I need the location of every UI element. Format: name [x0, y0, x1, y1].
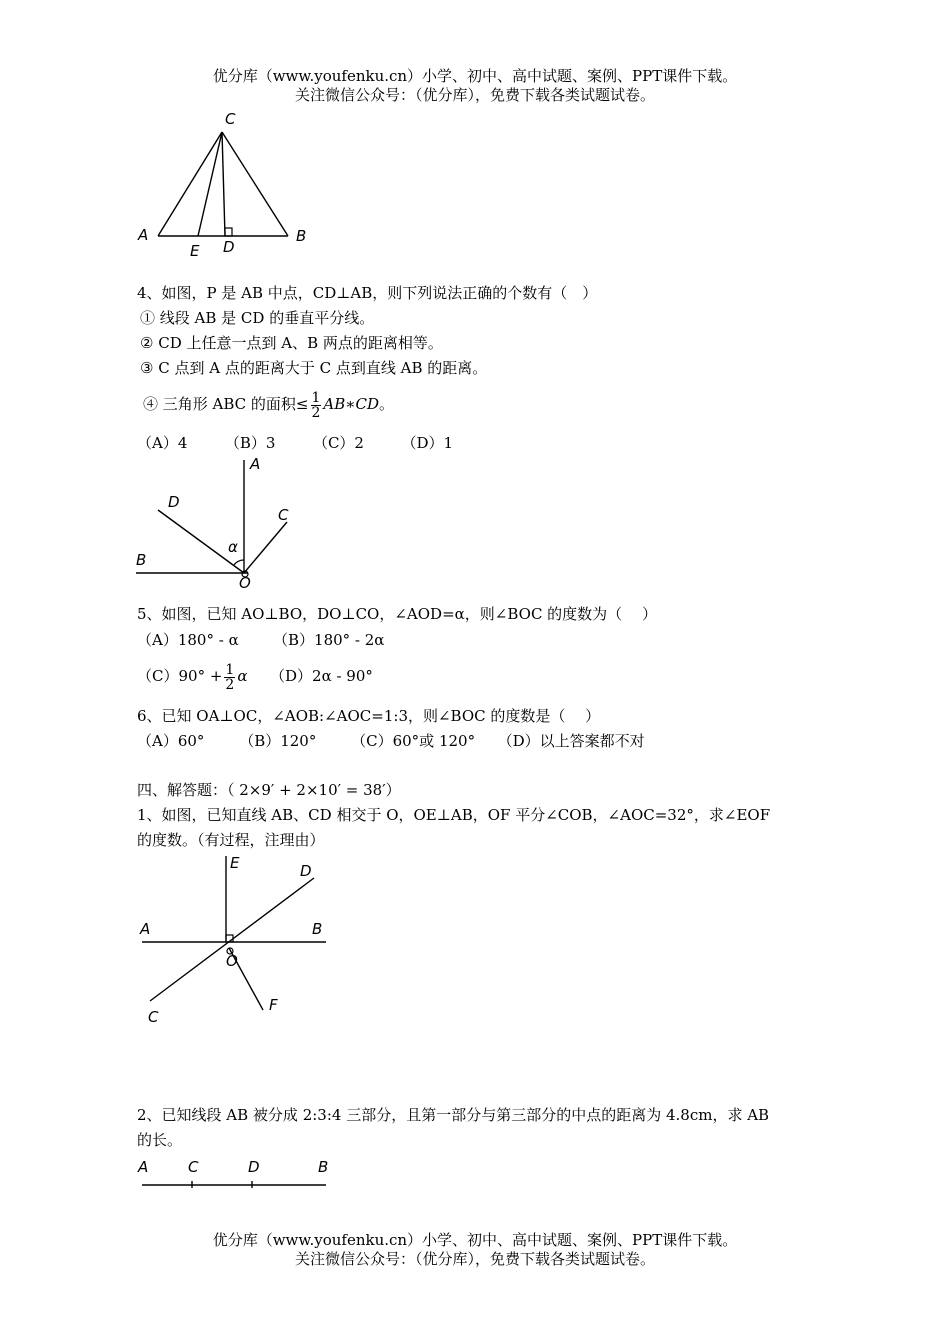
- q5-stem: 5、如图，已知 AO⊥BO，DO⊥CO，∠AOD=α，则∠BOC 的度数为（ ）: [137, 605, 657, 623]
- q4-s4-prefix: ④ 三角形 ABC 的面积: [143, 395, 296, 413]
- q5-optc-num: 1: [225, 661, 235, 678]
- q6-stem: 6、已知 OA⊥OC，∠AOB:∠AOC=1:3，则∠BOC 的度数是（ ）: [137, 707, 601, 725]
- problem-1-line2: 的度数。（有过程，注理由）: [137, 831, 325, 849]
- side-bc: [222, 132, 288, 236]
- label-e: E: [230, 854, 240, 872]
- label-b: B: [136, 551, 147, 569]
- label-a: A: [140, 920, 151, 938]
- q5-option-c: [137, 657, 247, 695]
- ray-oc: [244, 522, 287, 573]
- section-4-title: 四、解答题：（ 2×9′ + 2×10′ = 38′）: [137, 781, 401, 799]
- label-a: A: [250, 455, 261, 473]
- q5-option-a: （A）180° - α: [137, 631, 239, 649]
- problem-2-line1: 2、已知线段 AB 被分成 2:3:4 三部分，且第一部分与第三部分的中点的距离为 4.8cm，求 AB: [137, 1106, 770, 1124]
- q6-options: （A）60° （B）120° （C）60°或 120° （D）以上答案都不对: [137, 732, 645, 750]
- label-e: E: [190, 242, 200, 260]
- q4-stem: 4、如图，P 是 AB 中点，CD⊥AB，则下列说法正确的个数有（ ）: [137, 284, 598, 302]
- intersecting-lines-figure: [130, 848, 330, 1028]
- q4-statement-4: [143, 385, 394, 423]
- segment-ce: [198, 132, 222, 236]
- segment-cd: [222, 132, 225, 236]
- problem-2-line2: 的长。: [137, 1131, 183, 1149]
- label-d: D: [248, 1158, 260, 1176]
- label-c: C: [148, 1008, 159, 1026]
- q5-optc-fraction: [224, 663, 235, 692]
- label-alpha: α: [228, 538, 238, 556]
- page-header-line2: 关注微信公众号：（优分库），免费下载各类试题试卷。: [294, 86, 655, 104]
- q4-statement-1: ① 线段 AB 是 CD 的垂直平分线。: [140, 309, 375, 327]
- q5-option-d: （D）2α - 90°: [270, 667, 373, 685]
- label-c: C: [278, 506, 289, 524]
- label-b: B: [296, 227, 307, 245]
- side-ac: [158, 132, 222, 236]
- label-o: O: [226, 952, 238, 970]
- q4-s4-den: 2: [311, 404, 321, 421]
- label-f: F: [269, 996, 278, 1014]
- q5-optc-post: α: [237, 667, 248, 685]
- q5-option-b: （B）180° - 2α: [273, 631, 385, 649]
- label-a: A: [138, 1158, 149, 1176]
- angle-arc: [234, 560, 244, 565]
- label-d: D: [223, 238, 235, 256]
- line-cd: [150, 878, 314, 1001]
- segment-figure: [130, 1152, 340, 1192]
- q4-s4-le: ≤: [295, 395, 309, 413]
- page-footer-line2: 关注微信公众号：（优分库），免费下载各类试题试卷。: [294, 1250, 655, 1268]
- angle-figure: [130, 452, 310, 592]
- right-angle-mark: [225, 228, 232, 236]
- label-a: A: [138, 226, 149, 244]
- q4-s4-num: 1: [311, 389, 321, 406]
- q4-statement-2: ② CD 上任意一点到 A、B 两点的距离相等。: [140, 334, 443, 352]
- label-d: D: [168, 493, 180, 511]
- page-footer-line1: 优分库（www.youfenku.cn）小学、初中、高中试题、案例、PPT课件下载。: [212, 1231, 738, 1249]
- label-b: B: [312, 920, 323, 938]
- page-header-line1: 优分库（www.youfenku.cn）小学、初中、高中试题、案例、PPT课件下载。: [212, 67, 738, 85]
- q4-options: （A）4 （B）3 （C）2 （D）1: [137, 434, 454, 452]
- triangle-figure: [130, 108, 320, 263]
- label-c: C: [188, 1158, 199, 1176]
- q4-s4-end: 。: [378, 395, 394, 413]
- q4-s4-expr: AB∗CD: [323, 395, 379, 413]
- label-d: D: [300, 862, 312, 880]
- q5-optc-pre: （C）90° +: [137, 667, 223, 685]
- q4-s4-fraction: [311, 391, 322, 420]
- q5-optc-den: 2: [225, 676, 235, 693]
- label-b: B: [318, 1158, 329, 1176]
- q4-statement-3: ③ C 点到 A 点的距离大于 C 点到直线 AB 的距离。: [140, 359, 488, 377]
- problem-1-line1: 1、如图，已知直线 AB、CD 相交于 O，OE⊥AB，OF 平分∠COB，∠AOC=32°，求∠EOF: [137, 806, 771, 824]
- label-o: O: [239, 574, 251, 592]
- label-c: C: [225, 110, 236, 128]
